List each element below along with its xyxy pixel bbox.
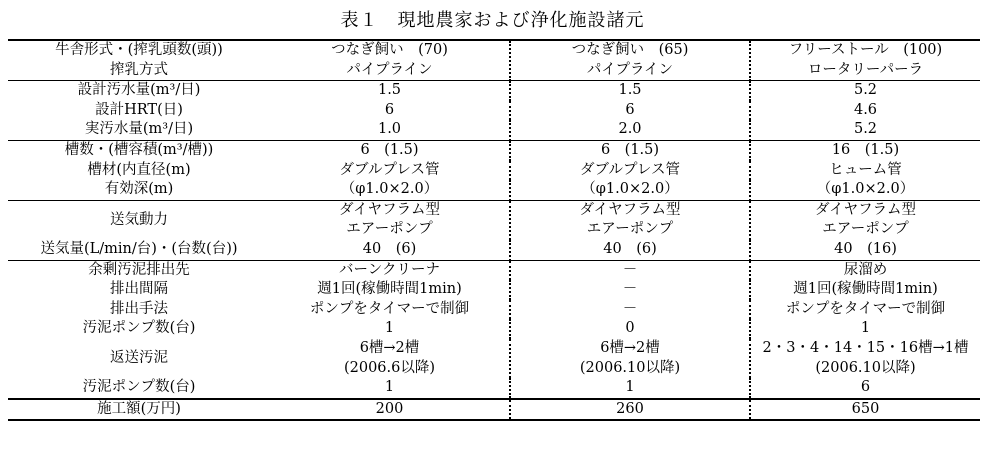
table-caption: 表１ 現地農家および浄化施設諸元 bbox=[340, 10, 645, 31]
farm-2-value bbox=[510, 81, 750, 101]
farm-3-value bbox=[750, 378, 980, 399]
farm-2-value-line: 1 bbox=[625, 379, 635, 396]
farm-1-value-line: 6槽→2槽 bbox=[359, 339, 420, 356]
farm-2-value bbox=[510, 140, 750, 160]
farm-2-value-line: － bbox=[622, 281, 638, 298]
farm-2-value-line: エアーポンプ bbox=[586, 221, 674, 238]
farm-2-value-line: 1.5 bbox=[618, 82, 642, 99]
farm-2-value-line: 6槽→2槽 bbox=[600, 339, 660, 356]
farm-2-value bbox=[510, 260, 750, 280]
farm-3-value-line: ロータリーパーラ bbox=[807, 61, 924, 78]
farm-1-value-line: 1.5 bbox=[377, 82, 402, 99]
farm-2-value-line: ダブルプレス管 bbox=[580, 161, 680, 178]
table-row bbox=[8, 240, 980, 260]
row-label-line: 槽材(内直径(m) bbox=[87, 161, 191, 178]
row-label bbox=[8, 81, 270, 101]
farm-2-value bbox=[510, 319, 750, 339]
farm-2-value bbox=[510, 378, 750, 399]
table-row bbox=[8, 200, 980, 240]
farm-3-value-line: (2006.10以降) bbox=[815, 359, 916, 376]
farm-3-value bbox=[750, 161, 980, 181]
farm-1-value-line: パイプライン bbox=[346, 61, 433, 78]
row-label bbox=[8, 280, 270, 300]
table-row bbox=[8, 280, 980, 300]
farm-3-value bbox=[750, 180, 980, 200]
row-label-line: 送気動力 bbox=[110, 211, 168, 228]
row-label bbox=[8, 300, 270, 320]
farm-1-value-line: 40 (6) bbox=[362, 240, 417, 257]
farm-2-value-line: 0 bbox=[625, 320, 635, 337]
table-row bbox=[8, 399, 980, 421]
farm-3-value bbox=[750, 120, 980, 140]
table-row bbox=[8, 319, 980, 339]
row-label-line: 設計汚水量(m³/日) bbox=[77, 82, 201, 99]
farm-1-value bbox=[270, 140, 510, 160]
farm-3-value-line: 4.6 bbox=[853, 101, 878, 118]
table-row bbox=[8, 140, 980, 160]
farm-1-value-line: 1.0 bbox=[377, 121, 402, 138]
row-label bbox=[8, 180, 270, 200]
farm-1-value-line: 6 (1.5) bbox=[360, 141, 419, 158]
farm-2-value bbox=[510, 101, 750, 121]
farm-2-value-line: － bbox=[622, 300, 638, 317]
farm-3-value-line: 40 (16) bbox=[834, 240, 897, 257]
farm-3-value-line: （φ1.0×2.0） bbox=[816, 181, 915, 198]
farm-3-value-line: 5.2 bbox=[853, 82, 878, 99]
farm-3-value-line: 6 bbox=[860, 379, 871, 396]
farm-3-value-line: ポンプをタイマーで制御 bbox=[785, 300, 946, 317]
row-label-line: 汚泥ポンプ数(台) bbox=[82, 379, 196, 396]
row-label bbox=[8, 101, 270, 121]
farm-2-value bbox=[510, 200, 750, 240]
row-label-line: 送気量(L/min/台)・(台数(台)) bbox=[40, 240, 238, 257]
farm-1-value-line: ポンプをタイマーで制御 bbox=[309, 300, 470, 317]
farm-1-value bbox=[270, 339, 510, 378]
farm-2-value bbox=[510, 161, 750, 181]
farm-2-value-line: (2006.10以降) bbox=[579, 359, 681, 376]
table-row bbox=[8, 378, 980, 399]
table-row bbox=[8, 339, 980, 378]
table-body bbox=[8, 40, 980, 420]
farm-2-value bbox=[510, 120, 750, 140]
farm-1-value-line: 200 bbox=[375, 400, 404, 417]
row-label-line: 実汚水量(m³/日) bbox=[84, 121, 194, 138]
farm-1-value bbox=[270, 101, 510, 121]
farm-2-value bbox=[510, 300, 750, 320]
farm-2-value-line: － bbox=[622, 261, 638, 278]
farm-1-value-line: 週1回(稼働時間1min) bbox=[317, 281, 462, 298]
table-row bbox=[8, 180, 980, 200]
farm-2-value-line: つなぎ飼い (65) bbox=[571, 42, 689, 58]
farm-1-value bbox=[270, 180, 510, 200]
farm-1-value-line: バーンクリーナ bbox=[339, 261, 440, 278]
table-row bbox=[8, 40, 980, 81]
farm-3-value bbox=[750, 399, 980, 421]
farm-3-value bbox=[750, 40, 980, 81]
farm-3-value bbox=[750, 300, 980, 320]
farm-3-value-line: エアーポンプ bbox=[822, 221, 909, 238]
farm-1-value bbox=[270, 40, 510, 81]
farm-3-value bbox=[750, 319, 980, 339]
farm-1-value bbox=[270, 378, 510, 399]
farm-3-value bbox=[750, 260, 980, 280]
farm-3-value bbox=[750, 81, 980, 101]
farm-3-value bbox=[750, 339, 980, 378]
row-label-line: 搾乳方式 bbox=[110, 61, 168, 78]
table-row bbox=[8, 81, 980, 101]
farm-2-value-line: （φ1.0×2.0） bbox=[581, 181, 679, 198]
farm-2-value bbox=[510, 399, 750, 421]
farm-2-value-line: 6 (1.5) bbox=[600, 141, 660, 158]
facility-spec-table bbox=[8, 39, 980, 421]
row-label bbox=[8, 200, 270, 240]
farm-1-value-line: (2006.6以降) bbox=[343, 359, 436, 376]
farm-3-value bbox=[750, 101, 980, 121]
farm-1-value-line: エアーポンプ bbox=[346, 221, 433, 238]
row-label bbox=[8, 399, 270, 421]
row-label bbox=[8, 40, 270, 81]
farm-3-value bbox=[750, 240, 980, 260]
row-label-line: 牛舎形式・(搾乳頭数(頭)) bbox=[55, 42, 223, 58]
row-label bbox=[8, 161, 270, 181]
row-label-line: 設計HRT(日) bbox=[95, 101, 183, 118]
farm-2-value-line: 6 bbox=[625, 101, 635, 118]
table-row bbox=[8, 120, 980, 140]
farm-2-value bbox=[510, 280, 750, 300]
farm-3-value-line: 16 (1.5) bbox=[831, 141, 900, 158]
farm-1-value-line: ダブルプレス管 bbox=[339, 161, 440, 178]
farm-1-value bbox=[270, 319, 510, 339]
farm-1-value bbox=[270, 260, 510, 280]
farm-3-value-line: ヒューム管 bbox=[829, 161, 902, 178]
farm-3-value-line: 2・3・4・14・15・16槽→1槽 bbox=[762, 339, 969, 356]
farm-1-value bbox=[270, 399, 510, 421]
row-label-line: 施工額(万円) bbox=[97, 400, 181, 417]
farm-1-value-line: ダイヤフラム型 bbox=[338, 201, 441, 218]
row-label bbox=[8, 120, 270, 140]
farm-2-value-line: ダイヤフラム型 bbox=[579, 201, 681, 218]
row-label bbox=[8, 378, 270, 399]
farm-2-value-line: 2.0 bbox=[618, 121, 642, 138]
farm-3-value-line: ダイヤフラム型 bbox=[814, 201, 917, 218]
farm-3-value-line: 5.2 bbox=[853, 121, 878, 138]
row-label-line: 汚泥ポンプ数(台) bbox=[82, 320, 196, 337]
farm-1-value-line: 1 bbox=[384, 379, 395, 396]
row-label bbox=[8, 319, 270, 339]
farm-3-value-line: 650 bbox=[851, 400, 880, 417]
farm-2-value-line: パイプライン bbox=[586, 61, 674, 78]
farm-1-value bbox=[270, 81, 510, 101]
table-row bbox=[8, 300, 980, 320]
farm-1-value-line: 1 bbox=[384, 320, 395, 337]
row-label-line: 排出間隔 bbox=[110, 281, 168, 298]
farm-3-value bbox=[750, 200, 980, 240]
farm-1-value bbox=[270, 300, 510, 320]
row-label bbox=[8, 240, 270, 260]
farm-3-value-line: 1 bbox=[860, 320, 871, 337]
table-row bbox=[8, 260, 980, 280]
row-label-line: 有効深(m) bbox=[104, 181, 174, 198]
table-row bbox=[8, 161, 980, 181]
farm-1-value-line: （φ1.0×2.0） bbox=[340, 181, 439, 198]
row-label-line: 余剰汚泥排出先 bbox=[88, 261, 190, 278]
row-label-line: 返送汚泥 bbox=[110, 349, 168, 366]
farm-2-value-line: 40 (6) bbox=[603, 240, 657, 257]
farm-3-value-line: 尿溜め bbox=[843, 261, 888, 278]
farm-1-value bbox=[270, 240, 510, 260]
farm-3-value-line: フリーストール (100) bbox=[788, 42, 943, 58]
table-row bbox=[8, 101, 980, 121]
farm-1-value bbox=[270, 120, 510, 140]
row-label bbox=[8, 140, 270, 160]
farm-1-value-line: 6 bbox=[384, 101, 395, 118]
row-label bbox=[8, 260, 270, 280]
row-label-line: 槽数・(槽容積(m³/槽)) bbox=[64, 141, 214, 158]
farm-3-value bbox=[750, 280, 980, 300]
farm-2-value bbox=[510, 180, 750, 200]
farm-2-value bbox=[510, 40, 750, 81]
farm-1-value bbox=[270, 280, 510, 300]
farm-1-value-line: つなぎ飼い (70) bbox=[331, 42, 448, 58]
farm-3-value bbox=[750, 140, 980, 160]
row-label-line: 排出手法 bbox=[110, 300, 168, 317]
farm-2-value bbox=[510, 240, 750, 260]
row-label bbox=[8, 339, 270, 378]
farm-3-value-line: 週1回(稼働時間1min) bbox=[793, 281, 938, 298]
farm-2-value-line: 260 bbox=[616, 400, 644, 417]
farm-2-value bbox=[510, 339, 750, 378]
farm-1-value bbox=[270, 200, 510, 240]
farm-1-value bbox=[270, 161, 510, 181]
